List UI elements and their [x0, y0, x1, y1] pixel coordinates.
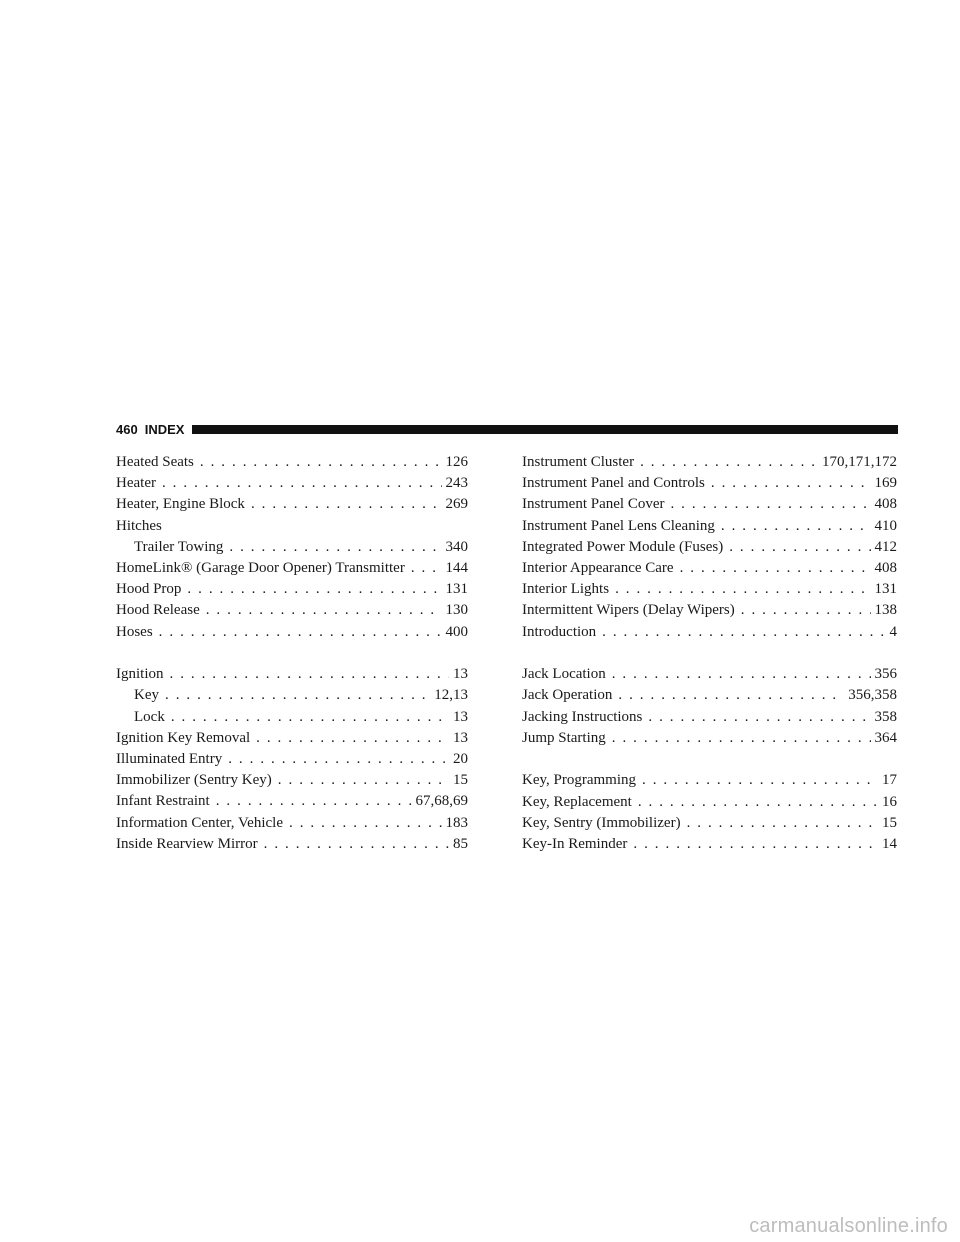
- index-entry: [522, 537, 897, 558]
- dot-leader: [711, 473, 871, 494]
- index-entry: [116, 728, 468, 749]
- page-reference: 16: [882, 793, 897, 810]
- index-term: Key: [134, 687, 159, 704]
- index-term: Hitches: [116, 517, 162, 534]
- page-reference: 408: [874, 496, 897, 513]
- dot-leader: [256, 728, 449, 749]
- index-term: Integrated Power Module (Fuses): [522, 538, 724, 555]
- index-term: Interior Appearance Care: [522, 559, 674, 576]
- page-reference: 17: [882, 772, 897, 789]
- index-term: Key-In Reminder: [522, 836, 628, 852]
- dot-leader: [602, 622, 885, 643]
- page-reference: 243: [445, 475, 468, 492]
- index-subentry: [116, 537, 468, 558]
- index-term: Intermittent Wipers (Delay Wipers): [522, 602, 735, 619]
- index-entry: [522, 473, 897, 494]
- index-entry: [522, 770, 897, 791]
- index-term: HomeLink® (Garage Door Opener) Transmitter: [116, 559, 405, 576]
- page-reference: 131: [874, 581, 897, 598]
- dot-leader: [638, 792, 878, 813]
- index-term: Instrument Panel and Controls: [522, 475, 705, 492]
- index-entry: [522, 579, 897, 600]
- index-term: Heater, Engine Block: [116, 496, 245, 513]
- index-term: Ignition Key Removal: [116, 729, 251, 746]
- page-reference: 410: [874, 517, 897, 534]
- index-term: Instrument Panel Lens Cleaning: [522, 517, 715, 534]
- index-entry: [116, 600, 468, 621]
- index-term: Introduction: [522, 623, 597, 640]
- dot-leader: [200, 452, 442, 473]
- dot-leader: [612, 664, 871, 685]
- index-column-left: [116, 452, 468, 855]
- page-reference: 126: [445, 454, 468, 470]
- dot-leader: [289, 813, 442, 834]
- page-reference: 12,13: [434, 687, 468, 704]
- index-term: Trailer Towing: [134, 538, 224, 555]
- page-reference: 356,358: [848, 687, 897, 704]
- index-term: Lock: [134, 708, 165, 725]
- index-subentry: [116, 707, 468, 728]
- dot-leader: [741, 600, 871, 621]
- index-entry: [116, 791, 468, 812]
- page-reference: 14: [882, 836, 897, 852]
- dot-leader: [264, 834, 449, 855]
- index-term: Instrument Cluster: [522, 454, 635, 470]
- index-term: Key, Replacement: [522, 793, 632, 810]
- index-term: Information Center, Vehicle: [116, 814, 283, 831]
- page-reference: 138: [874, 602, 897, 619]
- page-reference: 183: [445, 814, 468, 831]
- page-reference: 170,171,172: [822, 454, 897, 470]
- dot-leader: [648, 707, 870, 728]
- index-entry: [116, 558, 468, 579]
- index-entry: [116, 749, 468, 770]
- dot-leader: [642, 770, 878, 791]
- page-reference: 15: [882, 814, 897, 831]
- dot-leader: [729, 537, 870, 558]
- index-term: Hood Release: [116, 602, 200, 619]
- page-reference: 13: [453, 729, 468, 746]
- dot-leader: [216, 791, 412, 812]
- index-entry: [116, 452, 468, 473]
- index-entry: [522, 664, 897, 685]
- dot-leader: [170, 664, 450, 685]
- page-reference: 364: [874, 729, 897, 746]
- index-term: Infant Restraint: [116, 793, 210, 810]
- dot-leader: [187, 579, 441, 600]
- index-entry: [522, 600, 897, 621]
- index-entry: [522, 792, 897, 813]
- page-reference: 340: [445, 538, 468, 555]
- index-entry: [116, 770, 468, 791]
- index-term: Immobilizer (Sentry Key): [116, 772, 272, 789]
- dot-leader: [615, 579, 870, 600]
- dot-leader: [612, 728, 871, 749]
- page-reference: 356: [874, 666, 897, 683]
- index-entry: [116, 579, 468, 600]
- page-reference: 20: [453, 750, 468, 767]
- watermark: carmanualsonline.info: [749, 1215, 948, 1237]
- page-header: [116, 419, 898, 439]
- index-entry: [522, 494, 897, 515]
- index-term: Inside Rearview Mirror: [116, 835, 258, 852]
- dot-leader: [165, 685, 430, 706]
- dot-leader: [171, 707, 449, 728]
- section-title: INDEX: [144, 421, 185, 437]
- index-column-right: [522, 452, 897, 855]
- index-term: Ignition: [116, 666, 164, 683]
- dot-leader: [229, 537, 441, 558]
- index-term: Jack Operation: [522, 687, 613, 704]
- dot-leader: [618, 685, 844, 706]
- index-entry: [522, 813, 897, 834]
- page-reference: 13: [453, 708, 468, 725]
- index-term: Key, Programming: [522, 772, 637, 789]
- page-reference: 358: [874, 708, 897, 725]
- dot-leader: [633, 834, 878, 855]
- index-entry: [522, 558, 897, 579]
- index-entry: [116, 834, 468, 855]
- page-reference: 131: [445, 581, 468, 598]
- page-reference: 85: [453, 835, 468, 852]
- index-term: Heated Seats: [116, 454, 194, 470]
- index-entry: [522, 452, 897, 473]
- index-subentry: [116, 685, 468, 706]
- index-entry: [522, 707, 897, 728]
- index-term: Interior Lights: [522, 581, 610, 598]
- index-term: Hoses: [116, 623, 153, 640]
- index-term: Jacking Instructions: [522, 708, 643, 725]
- dot-leader: [670, 494, 870, 515]
- dot-leader: [206, 600, 442, 621]
- page-reference: 400: [445, 623, 468, 640]
- page-reference: 15: [453, 772, 468, 789]
- index-entry: [522, 685, 897, 706]
- index-entry: [522, 728, 897, 749]
- dot-leader: [411, 558, 442, 579]
- header-rule: [192, 425, 898, 434]
- dot-leader: [162, 473, 442, 494]
- index-entry: [522, 622, 897, 643]
- dot-leader: [640, 452, 818, 473]
- dot-leader: [687, 813, 878, 834]
- page-reference: 269: [445, 496, 468, 513]
- page-reference: 169: [874, 475, 897, 492]
- index-entry: [522, 516, 897, 537]
- index-term: Hood Prop: [116, 581, 182, 598]
- dot-leader: [680, 558, 871, 579]
- dot-leader: [159, 622, 442, 643]
- index-entry: [116, 622, 468, 643]
- index-entry: [116, 813, 468, 834]
- page-reference: 412: [874, 538, 897, 555]
- index-term: Heater: [116, 475, 156, 492]
- index-term: Jump Starting: [522, 729, 606, 746]
- dot-leader: [278, 770, 449, 791]
- index-entry: [116, 494, 468, 515]
- dot-leader: [721, 516, 871, 537]
- dot-leader: [251, 494, 442, 515]
- page-reference: 408: [874, 559, 897, 576]
- index-term: Illuminated Entry: [116, 750, 223, 767]
- index-term: Instrument Panel Cover: [522, 496, 665, 513]
- page-reference: 130: [445, 602, 468, 619]
- page-reference: 67,68,69: [415, 793, 468, 810]
- index-entry: [116, 473, 468, 494]
- dot-leader: [228, 749, 449, 770]
- index-term: Jack Location: [522, 666, 606, 683]
- page-reference: 13: [453, 666, 468, 683]
- index-entry: [116, 516, 468, 537]
- page-number: 460: [116, 421, 138, 437]
- page-reference: 4: [889, 623, 897, 640]
- index-entry: [116, 664, 468, 685]
- page-reference: 144: [445, 559, 468, 576]
- index-term: Key, Sentry (Immobilizer): [522, 814, 681, 831]
- index-entry: [522, 834, 897, 855]
